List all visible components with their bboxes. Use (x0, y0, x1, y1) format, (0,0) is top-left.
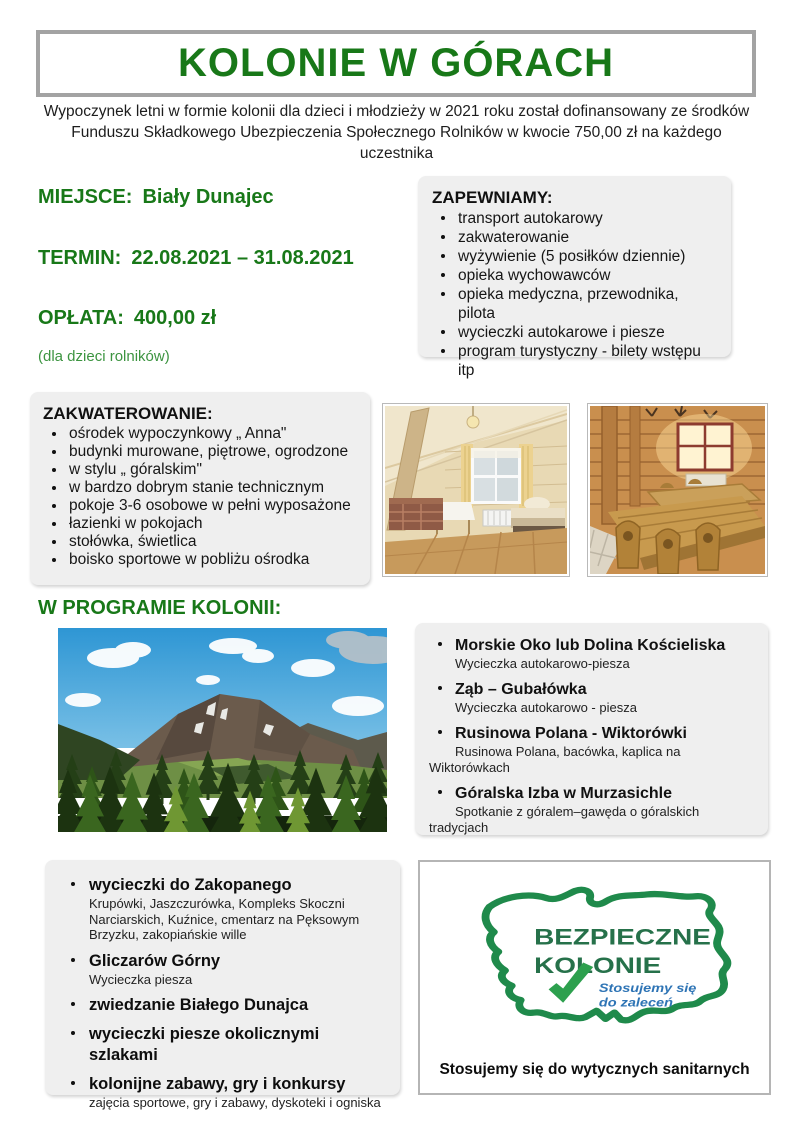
list-item: transport autokarowy (432, 209, 717, 228)
activity-item-title: zwiedzanie Białego Dunajca (61, 995, 384, 1016)
activity-item-title: kolonijne zabawy, gry i konkursy (61, 1074, 384, 1095)
activity-item-desc: Wycieczka piesza (89, 971, 193, 987)
list-item: ośrodek wypoczynkowy „ Anna" (43, 425, 357, 443)
activity-item (61, 875, 384, 943)
safe-camps-badge-box (418, 860, 771, 1095)
activity-item-title: wycieczki do Zakopanego (61, 875, 384, 896)
intro-paragraph: Wypoczynek letni w formie kolonii dla dzieci i młodzieży w 2021 roku został dofinansowany ze środków Funduszu Składkowego Ubezpieczenia Społecznego Rolników w kwocie 750,00 zł na każdego uczestnika (43, 103, 750, 162)
room-interior-illustration (385, 406, 567, 574)
badge-line1: BEZPIECZNE (534, 925, 711, 950)
list-item: pokoje 3-6 osobowe w pełni wyposażone (43, 497, 357, 515)
activity-item (61, 995, 384, 1016)
fee-label: OPŁATA: (38, 307, 124, 329)
list-item: opieka medyczna, przewodnika, pilota (432, 285, 717, 323)
list-item: opieka wychowawców (432, 266, 717, 285)
program-item (429, 636, 754, 672)
program-item-desc: Rusinowa Polana, bacówka, kaplica na Wiktorówkach (429, 744, 681, 775)
list-item: wycieczki autokarowe i piesze (432, 323, 717, 342)
list-item: stołówka, świetlica (43, 533, 357, 551)
zakwaterowanie-list (43, 425, 357, 569)
fee-value: 400,00 zł (133, 307, 217, 329)
zapewniamy-box (418, 176, 731, 379)
zakwaterowanie-box (30, 392, 370, 585)
program-box (415, 623, 768, 835)
list-item: program turystyczny - bilety wstępu itp (432, 342, 717, 380)
badge-line2: KOLONIE (534, 953, 662, 979)
room-interior-photo (382, 403, 570, 577)
program-item (429, 784, 754, 836)
program-item-title: Morskie Oko lub Dolina Kościeliska (429, 636, 754, 656)
dining-room-illustration (590, 406, 765, 574)
date-value: 22.08.2021 – 31.08.2021 (131, 247, 354, 269)
title-box (36, 30, 756, 97)
program-heading: W PROGRAMIE KOLONII: (38, 597, 282, 619)
activity-item (61, 1074, 384, 1111)
activity-item (61, 951, 384, 988)
info-column (38, 185, 408, 365)
badge-note-line1: Stosujemy się (598, 981, 697, 995)
activity-item (61, 1024, 384, 1066)
place-value: Biały Dunajec (142, 186, 274, 208)
date-label: TERMIN: (38, 247, 122, 269)
place-label: MIEJSCE: (38, 186, 133, 208)
list-item: boisko sportowe w pobliżu ośrodka (43, 551, 357, 569)
program-item-desc: Spotkanie z góralem–gawęda o góralskich tradycjach (429, 804, 700, 835)
activity-item-desc: zajęcia sportowe, gry i zabawy, dyskoteki i ogniska (89, 1095, 381, 1110)
program-item-desc: Wycieczka autokarowo-piesza (455, 656, 630, 671)
list-item: wyżywienie (5 posiłków dziennie) (432, 247, 717, 266)
dining-room-photo (587, 403, 768, 577)
program-item-title: Rusinowa Polana - Wiktorówki (429, 724, 754, 744)
list-item: budynki murowane, piętrowe, ogrodzone (43, 443, 357, 461)
zapewniamy-heading: ZAPEWNIAMY: (432, 188, 553, 207)
program-item-title: Ząb – Gubałówka (429, 680, 754, 700)
program-item-title: Góralska Izba w Murzasichle (429, 784, 754, 804)
fee-line (38, 306, 408, 330)
activities-box (45, 860, 400, 1110)
fee-note: (dla dzieci rolników) (38, 348, 170, 365)
program-item (429, 680, 754, 716)
activity-item-desc: Krupówki, Jaszczurówka, Kompleks Skoczni Narciarskich, Kuźnice, cmentarz na Pęksowym Brzyzku, zakopiańskie wille (89, 896, 360, 942)
list-item: zakwaterowanie (432, 228, 717, 247)
list-item: łazienki w pokojach (43, 515, 357, 533)
place-line (38, 185, 408, 209)
zapewniamy-list (432, 209, 717, 380)
badge-note-line2: do zaleceń (598, 995, 673, 1009)
program-item-desc: Wycieczka autokarowo - piesza (455, 700, 637, 715)
list-item: w bardzo dobrym stanie technicznym (43, 479, 357, 497)
mountain-landscape-photo (58, 628, 387, 832)
activity-item-title: Gliczarów Górny (61, 951, 384, 972)
activity-item-title: wycieczki piesze okolicznymi szlakami (61, 1024, 384, 1066)
badge-footer-text: Stosujemy się do wytycznych sanitarnych (439, 1061, 750, 1078)
date-line (38, 246, 408, 270)
safe-camps-logo (428, 864, 763, 1052)
page-title: KOLONIE W GÓRACH (178, 41, 614, 85)
list-item: w stylu „ góralskim" (43, 461, 357, 479)
zakwaterowanie-heading: ZAKWATEROWANIE: (43, 404, 213, 423)
mountain-landscape-illustration (58, 628, 387, 832)
program-item (429, 724, 754, 776)
